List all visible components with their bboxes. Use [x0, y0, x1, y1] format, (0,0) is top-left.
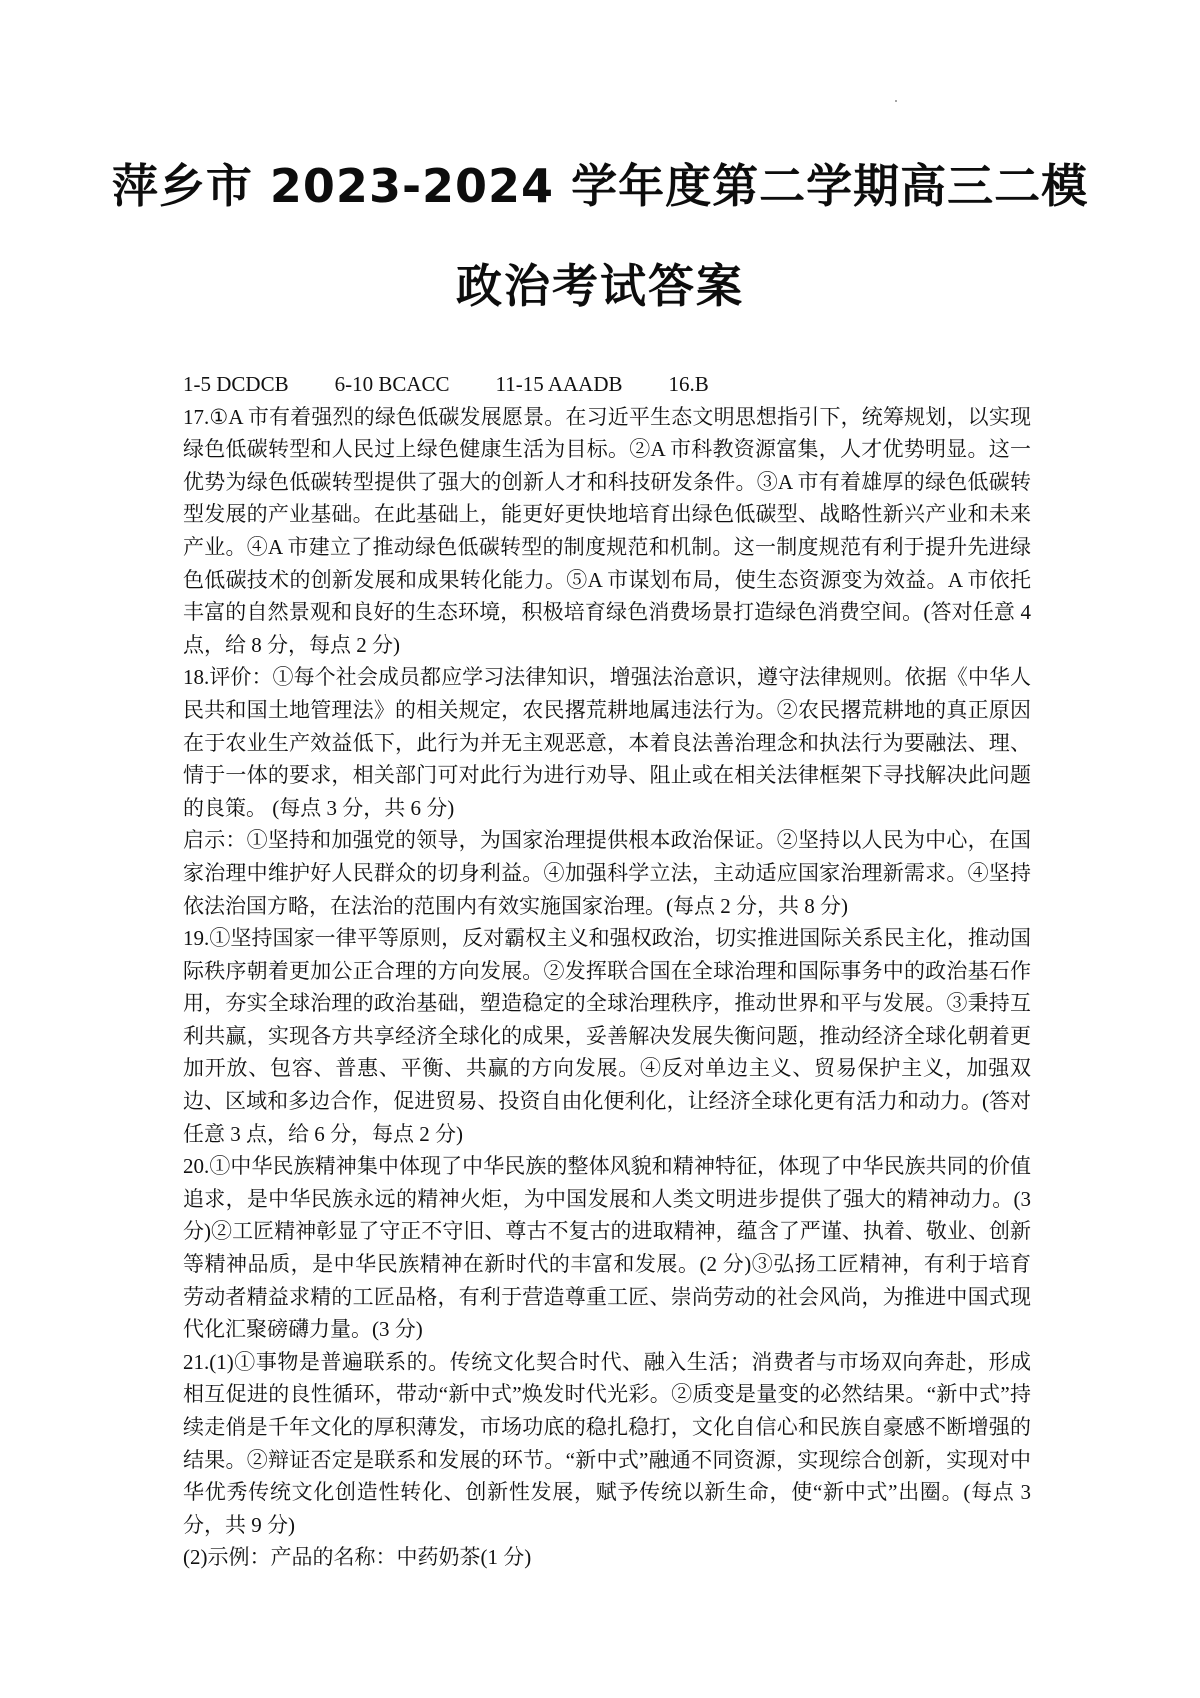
document-subtitle: 政治考试答案 [456, 259, 744, 313]
choice-answers-line [183, 368, 1031, 401]
document-title: 萍乡市 2023-2024 学年度第二学期高三二模 [111, 159, 1089, 213]
answer-content [183, 368, 1031, 1574]
answer-18-inspiration: 启示：①坚持和加强党的领导，为国家治理提供根本政治保证。②坚持以人民为中心，在国家治理中维护好人民群众的切身利益。④加强科学立法，主动适应国家治理新需求。④坚持依法治国方略，在法治的范围内有效实施国家治理。(每点 2 分，共 8 分) [183, 828, 1031, 918]
choice-answer-16: 16.B [668, 372, 709, 396]
choice-answers-11-15: 11-15 AAADB [495, 372, 623, 396]
choice-answers-1-5: 1-5 DCDCB [183, 372, 289, 396]
answer-21-part-1: 21.(1)①事物是普遍联系的。传统文化契合时代、融入生活；消费者与市场双向奔赴，形成相互促进的良性循环，带动“新中式”焕发时代光彩。②质变是量变的必然结果。“新中式”持续走俏是千年文化的厚积薄发，市场功底的稳扎稳打，文化自信心和民族自豪感不断增强的结果。②辩证否定是联系和发展的环节。“新中式”融通不同资源，实现综合创新，实现对中华优秀传统文化创造性转化、创新性发展，赋予传统以新生命，使“新中式”出圈。(每点 3 分，共 9 分) [183, 1349, 1031, 1537]
answer-19: 19.①坚持国家一律平等原则，反对霸权主义和强权政治，切实推进国际关系民主化，推动国际秩序朝着更加公正合理的方向发展。②发挥联合国在全球治理和国际事务中的政治基石作用，夯实全球治理的政治基础，塑造稳定的全球治理秩序，推动世界和平与发展。③秉持互利共赢，实现各方共享经济全球化的成果，妥善解决发展失衡问题，推动经济全球化朝着更加开放、包容、普惠、平衡、共赢的方向发展。④反对单边主义、贸易保护主义，加强双边、区域和多边合作，促进贸易、投资自由化便利化，让经济全球化更有活力和动力。(答对任意 3 点，给 6 分，每点 2 分) [183, 926, 1031, 1146]
answer-21-part-2: (2)示例：产品的名称：中药奶茶(1 分) [183, 1545, 532, 1570]
answer-20: 20.①中华民族精神集中体现了中华民族的整体风貌和精神特征，体现了中华民族共同的价值追求，是中华民族永远的精神火炬，为中国发展和人类文明进步提供了强大的精神动力。(3 分)②工匠精神彰显了守正不守旧、尊古不复古的进取精神，蕴含了严谨、执着、敬业、创新等精神品质，是中华民族精神在新时代的丰富和发展。(2 分)③弘扬工匠精神，有利于培育劳动者精益求精的工匠品格，有利于营造尊重工匠、崇尚劳动的社会风尚，为推进中国式现代化汇聚磅礴力量。(3 分) [183, 1154, 1031, 1342]
answer-17: 17.①A 市有着强烈的绿色低碳发展愿景。在习近平生态文明思想指引下，统筹规划，以实现绿色低碳转型和人民过上绿色健康生活为目标。②A 市科教资源富集，人才优势明显。这一优势为绿色低碳转型提供了强大的创新人才和科技研发条件。③A 市有着雄厚的绿色低碳转型发展的产业基础。在此基础上，能更好更快地培育出绿色低碳型、战略性新兴产业和未来产业。④A 市建立了推动绿色低碳转型的制度规范和机制。这一制度规范有利于提升先进绿色低碳技术的创新发展和成果转化能力。⑤A 市谋划布局，使生态资源变为效益。A 市依托丰富的自然景观和良好的生态环境，积极培育绿色消费场景打造绿色消费空间。(答对任意 4 点，给 8 分，每点 2 分) [183, 404, 1031, 657]
choice-answers-6-10: 6-10 BCACC [334, 372, 450, 396]
answer-18-evaluation: 18.评价：①每个社会成员都应学习法律知识，增强法治意识，遵守法律规则。依据《中华人民共和国土地管理法》的相关规定，农民撂荒耕地属违法行为。②农民撂荒耕地的真正原因在于农业生产效益低下，此行为并无主观恶意，本着良法善治理念和执法行为要融法、理、情于一体的要求，相关部门可对此行为进行劝导、阻止或在相关法律框架下寻找解决此问题的良策。 (每点 3 分，共 6 分) [183, 665, 1031, 820]
scan-dot [895, 100, 897, 102]
